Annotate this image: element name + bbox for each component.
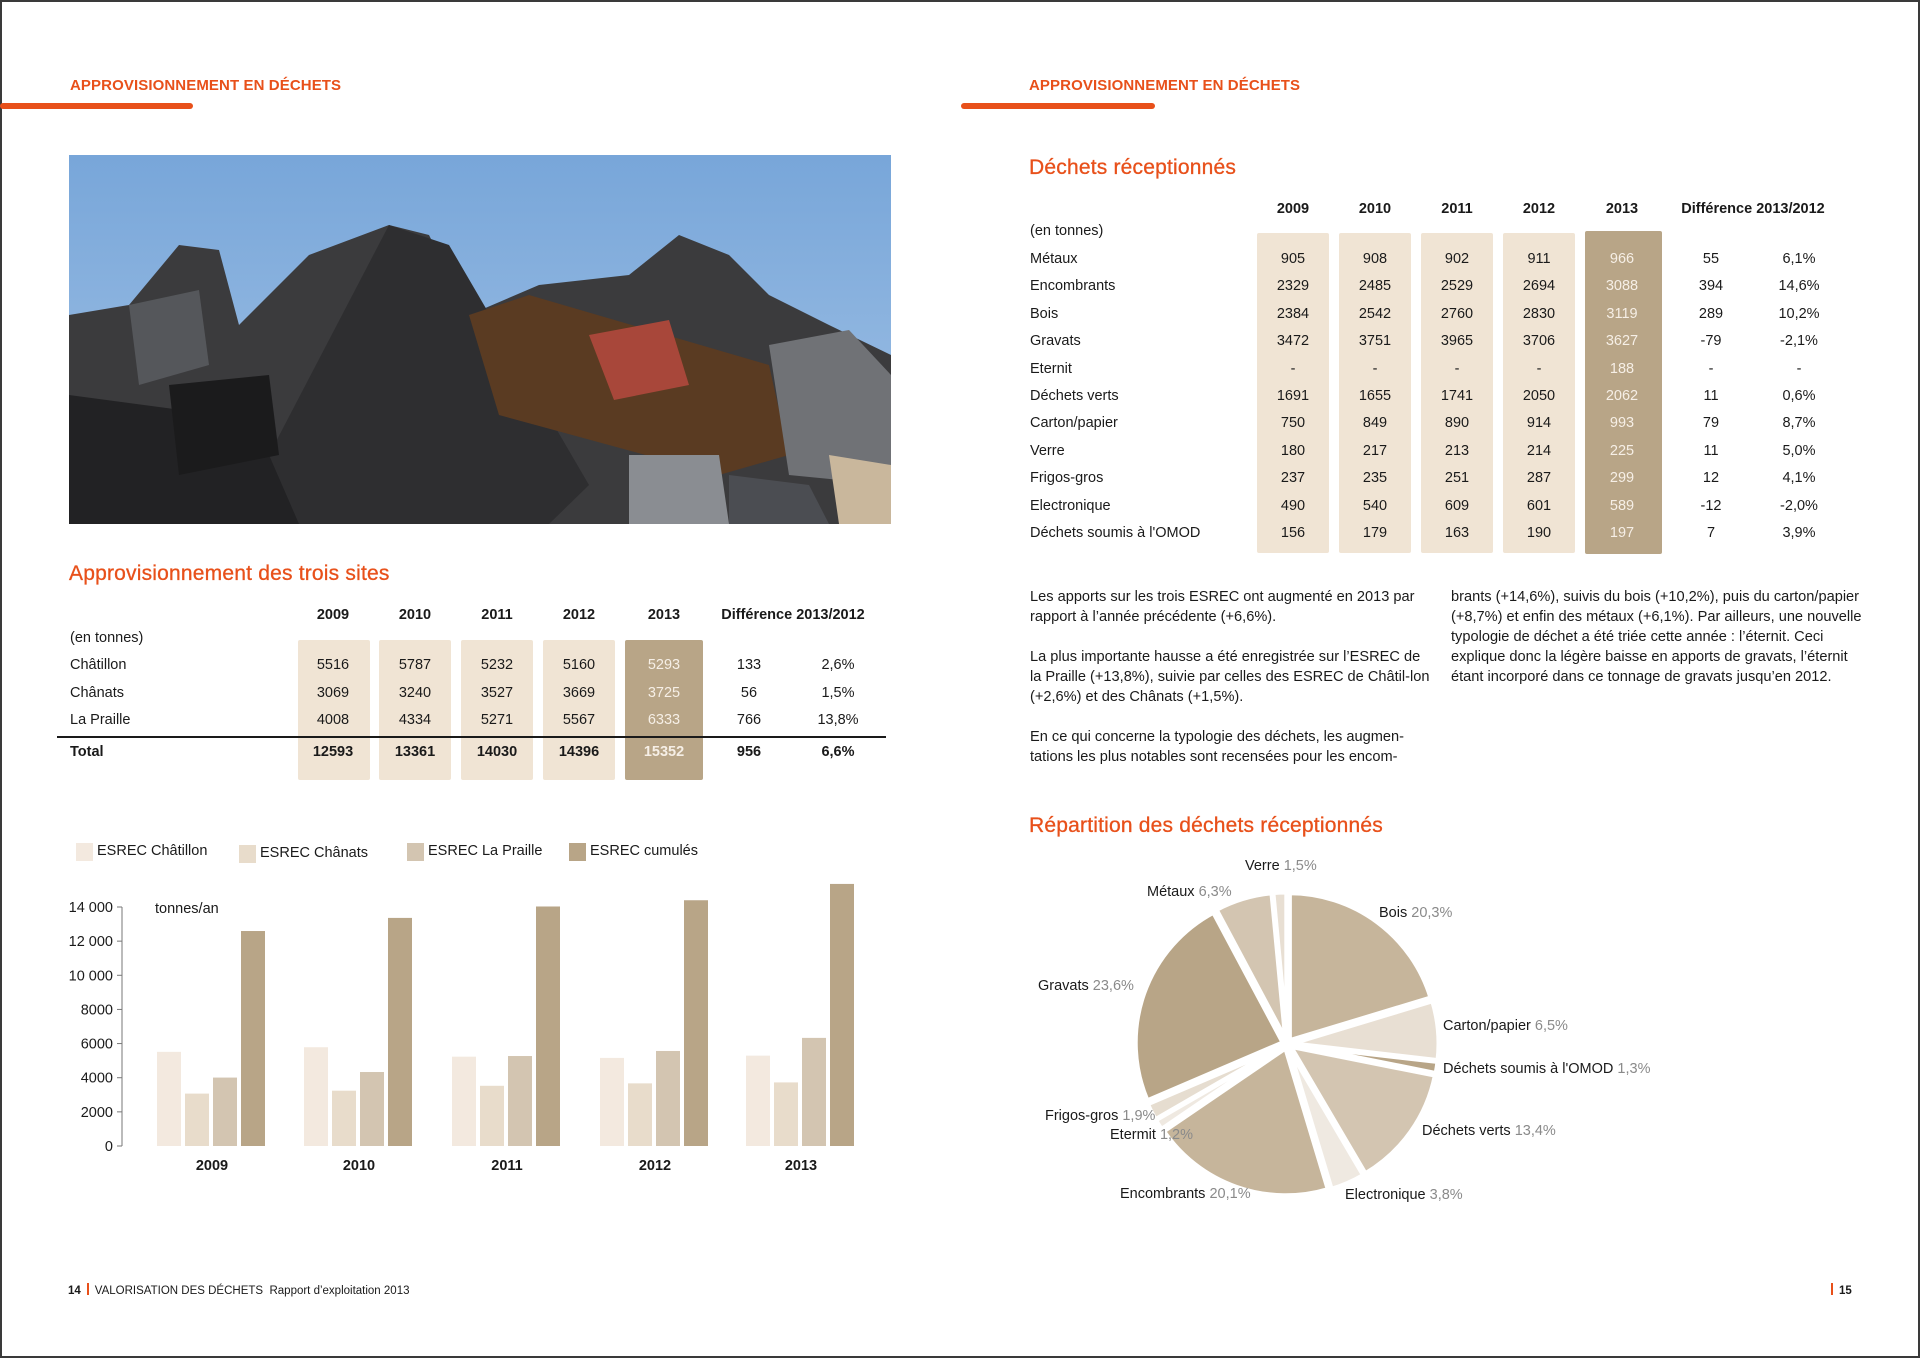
legend-swatch-chanats xyxy=(239,845,256,863)
row-label: Châtillon xyxy=(70,657,127,673)
cell-value: 299 xyxy=(1609,470,1635,487)
diff-value: - xyxy=(1708,360,1714,377)
cell-value: 235 xyxy=(1362,470,1388,487)
unit-label: (en tonnes) xyxy=(1030,223,1104,239)
row-label: Déchets soumis à l'OMOD xyxy=(1030,525,1201,541)
footer-report: Rapport d’exploitation 2013 xyxy=(269,1285,410,1297)
cell-value: 1741 xyxy=(1440,388,1474,404)
row-label: Carton/papier xyxy=(1030,415,1118,432)
pie-label-name: Verre xyxy=(1245,858,1280,874)
pie-label-value: 20,3% xyxy=(1411,905,1453,921)
cell-value: 2329 xyxy=(1276,278,1310,295)
pct-value: 10,2% xyxy=(1778,305,1820,322)
cell-value: 213 xyxy=(1444,442,1470,459)
total-label: Total xyxy=(70,744,104,760)
cell-value: 609 xyxy=(1444,497,1470,514)
cell-value: 1691 xyxy=(1276,388,1310,404)
y-tick-label: 0 xyxy=(104,1139,113,1155)
total-value: 13361 xyxy=(394,744,436,760)
pie-label-name: Bois xyxy=(1379,905,1408,921)
difference-header: Différence 2013/2012 xyxy=(1681,201,1825,217)
diff-value: 766 xyxy=(736,712,762,728)
pct-value: 4,1% xyxy=(1782,470,1816,487)
pct-value: 13,8% xyxy=(817,712,859,728)
cell-value: 179 xyxy=(1362,525,1388,541)
cell-value: 905 xyxy=(1280,251,1306,267)
pie-label-value: 1,3% xyxy=(1617,1061,1651,1077)
paragraph: brants (+14,6%), suivis du bois (+10,2%), puis du carton/papier (+8,7%) et enfin des métaux (+6,1%). Par ailleurs, une nouvelle typologie de déchet a été triée cette année : l’éternit. Ceci explique donc la légère baisse en apports de gravats, l’éternit étant incorporé dans ce tonnage de gravats jusqu’en 2012. xyxy=(1451,589,1862,685)
cell-value: 3669 xyxy=(562,684,596,701)
pie-label-value: 3,8% xyxy=(1429,1187,1463,1203)
pie-label xyxy=(1379,905,1452,921)
bar-chart xyxy=(40,880,920,1190)
pie-label-name: Frigos-gros xyxy=(1045,1108,1119,1124)
cell-value: 966 xyxy=(1609,251,1635,267)
bar-esrec-ch-tillon-2009 xyxy=(157,1052,181,1146)
cell-value: 490 xyxy=(1280,497,1306,514)
diff-value: 56 xyxy=(740,684,758,701)
row-label: Bois xyxy=(1030,305,1059,322)
section-title-distribution: Répartition des déchets réceptionnés xyxy=(1029,814,1383,837)
x-tick-label: 2013 xyxy=(784,1158,818,1174)
legend-swatch-la-praille xyxy=(407,843,424,861)
cell-value: 2830 xyxy=(1522,305,1556,322)
pct-value: 1,5% xyxy=(821,684,855,701)
year-header: 2009 xyxy=(316,607,350,623)
y-tick-label: 2000 xyxy=(80,1104,113,1121)
pie-label xyxy=(1110,1127,1193,1143)
pie-label-name: Electronique xyxy=(1345,1187,1426,1203)
cell-value: 3527 xyxy=(480,684,514,701)
bar-esrec-la-praille-2011 xyxy=(508,1056,532,1146)
cell-value: 156 xyxy=(1280,525,1306,541)
pie-label-value: 13,4% xyxy=(1514,1123,1556,1139)
cell-value: 3706 xyxy=(1522,333,1556,350)
pie-label-name: Métaux xyxy=(1147,884,1195,900)
cell-value: 890 xyxy=(1444,415,1470,432)
cell-value: 217 xyxy=(1362,442,1388,459)
section-title-three-sites: Approvisionnement des trois sites xyxy=(69,562,390,585)
cell-value: 3472 xyxy=(1276,333,1310,350)
cell-value: 2760 xyxy=(1440,305,1474,322)
bar-esrec-cumul-s-2010 xyxy=(388,918,412,1146)
pie-label xyxy=(1120,1186,1251,1202)
year-header: 2013 xyxy=(1605,201,1639,217)
pie-label-name: Carton/papier xyxy=(1443,1018,1531,1034)
right-footer xyxy=(1825,1283,1852,1297)
cell-value: 3725 xyxy=(647,684,681,701)
footer-separator xyxy=(87,1283,89,1295)
y-tick-label: 4000 xyxy=(80,1070,113,1087)
cell-value: 2542 xyxy=(1358,305,1392,322)
diff-value: 79 xyxy=(1702,415,1720,432)
cell-value: 3119 xyxy=(1606,305,1638,322)
total-divider xyxy=(57,736,886,738)
pie-label-value: 20,1% xyxy=(1209,1186,1251,1202)
left-kicker: APPROVISIONNEMENT EN DÉCHETS xyxy=(70,77,342,94)
row-label: Eternit xyxy=(1030,360,1072,377)
pct-value: 5,0% xyxy=(1782,442,1816,459)
legend-swatch-cumules xyxy=(569,843,586,861)
y-axis-label: tonnes/an xyxy=(155,901,219,917)
cell-value: 902 xyxy=(1444,251,1470,267)
right-kicker-underline xyxy=(961,103,1155,109)
row-label: Encombrants xyxy=(1030,278,1116,295)
diff-value: 11 xyxy=(1703,442,1719,459)
pie-label xyxy=(1147,884,1232,900)
pct-value: -2,0% xyxy=(1780,497,1818,514)
diff-value: 55 xyxy=(1702,251,1720,267)
bar-esrec-ch-nats-2010 xyxy=(332,1091,356,1146)
x-tick-label: 2010 xyxy=(342,1158,376,1174)
cell-value: 908 xyxy=(1362,251,1388,267)
legend-label: ESREC Châtillon xyxy=(97,843,208,859)
cell-value: 5293 xyxy=(647,657,681,673)
cell-value: 993 xyxy=(1609,415,1635,432)
cell-value: 5567 xyxy=(562,712,596,728)
year-header: 2013 xyxy=(647,607,681,623)
bar-esrec-ch-tillon-2013 xyxy=(746,1056,770,1146)
bar-esrec-la-praille-2009 xyxy=(213,1078,237,1146)
row-label: Chânats xyxy=(70,684,125,701)
bar-esrec-ch-tillon-2010 xyxy=(304,1047,328,1146)
cell-value: 601 xyxy=(1526,497,1552,514)
pct-value: 8,7% xyxy=(1782,415,1816,432)
cell-value: 3627 xyxy=(1605,333,1639,350)
year-header: 2011 xyxy=(1441,201,1473,217)
row-label: Frigos-gros xyxy=(1030,470,1104,487)
footer-section: VALORISATION DES DÉCHETS xyxy=(94,1285,264,1297)
pie-chart xyxy=(1010,850,1710,1220)
text-column-2 xyxy=(1451,587,1863,707)
cell-value: 2062 xyxy=(1605,388,1639,404)
diff-value: -79 xyxy=(1700,333,1722,350)
cell-value: 2485 xyxy=(1358,278,1392,295)
bar-esrec-ch-tillon-2012 xyxy=(600,1058,624,1146)
bar-esrec-cumul-s-2009 xyxy=(241,931,265,1146)
cell-value: 5271 xyxy=(480,712,514,728)
row-label: Déchets verts xyxy=(1030,388,1119,404)
cell-value: 237 xyxy=(1280,470,1306,487)
diff-value: -12 xyxy=(1700,497,1722,514)
y-tick-label: 8000 xyxy=(80,1002,113,1019)
cell-value: 3088 xyxy=(1605,278,1639,295)
diff-value: 7 xyxy=(1706,525,1716,541)
cell-value: 225 xyxy=(1609,442,1635,459)
cell-value: 214 xyxy=(1526,442,1552,459)
pie-label-value: 23,6% xyxy=(1092,978,1134,994)
cell-value: 3240 xyxy=(398,684,432,701)
pie-label-name: Déchets verts xyxy=(1422,1123,1511,1139)
row-label: Electronique xyxy=(1030,497,1111,514)
y-tick-label: 6000 xyxy=(80,1036,113,1053)
pie-label-value: 6,3% xyxy=(1198,884,1232,900)
pie-label xyxy=(1245,858,1317,874)
cell-value: - xyxy=(1454,360,1460,377)
pct-value: 0,6% xyxy=(1782,388,1816,404)
cell-value: - xyxy=(1372,360,1378,377)
cell-value: 750 xyxy=(1280,415,1306,432)
bar-esrec-ch-nats-2011 xyxy=(480,1086,504,1146)
bar-esrec-ch-nats-2009 xyxy=(185,1094,209,1146)
difference-header: Différence 2013/2012 xyxy=(721,607,865,623)
cell-value: - xyxy=(1536,360,1542,377)
cell-value: 251 xyxy=(1444,470,1470,487)
right-kicker: APPROVISIONNEMENT EN DÉCHETS xyxy=(1029,77,1301,94)
cell-value: 4008 xyxy=(316,712,350,728)
y-tick-label: 14 000 xyxy=(68,900,113,916)
bar-esrec-cumul-s-2013 xyxy=(830,884,854,1146)
year-header: 2009 xyxy=(1276,201,1310,217)
cell-value: 914 xyxy=(1526,415,1552,432)
bar-esrec-cumul-s-2012 xyxy=(684,900,708,1146)
pct-value: 14,6% xyxy=(1778,278,1820,295)
legend-label: ESREC La Praille xyxy=(428,843,543,859)
year-header: 2012 xyxy=(562,607,596,623)
bar-esrec-ch-nats-2012 xyxy=(628,1083,652,1146)
row-label: Gravats xyxy=(1030,333,1081,350)
cell-value: 540 xyxy=(1362,497,1388,514)
paragraph: En ce qui concerne la typologie des déchets, les augmen-tations les plus notables sont recensées pour les encom- xyxy=(1030,729,1404,765)
bar-esrec-la-praille-2012 xyxy=(656,1051,680,1146)
diff-value: 394 xyxy=(1698,278,1724,295)
total-diff: 956 xyxy=(736,744,762,760)
cell-value: 3965 xyxy=(1440,333,1474,350)
pct-value: 2,6% xyxy=(821,657,855,673)
x-tick-label: 2011 xyxy=(491,1158,523,1174)
cell-value: 5160 xyxy=(562,657,596,673)
bar-esrec-ch-nats-2013 xyxy=(774,1082,798,1146)
legend-swatch-chatillon xyxy=(76,843,93,861)
row-label: La Praille xyxy=(70,712,131,728)
year-header: 2011 xyxy=(481,607,513,623)
row-label: Verre xyxy=(1030,442,1065,459)
bar-esrec-cumul-s-2011 xyxy=(536,906,560,1146)
pie-label xyxy=(1045,1108,1156,1124)
cell-value: 2050 xyxy=(1522,388,1556,404)
pie-label-value: 1,2% xyxy=(1159,1127,1194,1143)
diff-value: 11 xyxy=(1703,388,1719,404)
pie-label xyxy=(1038,978,1134,994)
pct-value: 6,1% xyxy=(1782,251,1816,267)
x-tick-label: 2012 xyxy=(638,1158,672,1174)
cell-value: 180 xyxy=(1280,442,1306,459)
year-header: 2012 xyxy=(1522,201,1556,217)
diff-value: 133 xyxy=(736,657,762,673)
legend-label: ESREC Chânats xyxy=(260,845,368,861)
left-footer xyxy=(68,1283,410,1297)
cell-value: 6333 xyxy=(647,712,681,728)
cell-value: 5516 xyxy=(316,657,350,673)
total-value: 14030 xyxy=(476,744,518,760)
pie-label xyxy=(1345,1187,1463,1203)
page-number: 14 xyxy=(68,1285,81,1297)
paragraph: Les apports sur les trois ESREC ont augmenté en 2013 par rapport à l’année précédente (+6,6%). xyxy=(1030,589,1415,625)
cell-value: 1655 xyxy=(1358,388,1392,404)
cell-value: 287 xyxy=(1526,470,1552,487)
cell-value: 2384 xyxy=(1276,305,1310,322)
diff-value: 289 xyxy=(1698,305,1724,322)
pie-label-name: Encombrants xyxy=(1120,1186,1206,1202)
y-tick-label: 12 000 xyxy=(68,934,113,951)
cell-value: 190 xyxy=(1526,525,1552,541)
pie-label xyxy=(1443,1061,1651,1077)
section-title-received-waste: Déchets réceptionnés xyxy=(1029,156,1237,179)
legend-label: ESREC cumulés xyxy=(590,843,698,859)
pie-label-value: 6,5% xyxy=(1534,1018,1568,1034)
cell-value: 188 xyxy=(1609,360,1635,377)
x-tick-label: 2009 xyxy=(195,1158,229,1174)
total-value: 15352 xyxy=(643,744,685,760)
total-value: 12593 xyxy=(312,744,354,760)
footer-separator xyxy=(1831,1283,1833,1295)
pie-label-value: 1,9% xyxy=(1122,1108,1156,1124)
cell-value: 5787 xyxy=(398,657,432,673)
cell-value: 4334 xyxy=(398,712,432,728)
cell-value: 2529 xyxy=(1440,278,1474,295)
cell-value: - xyxy=(1290,360,1296,377)
cell-value: 3751 xyxy=(1358,333,1392,350)
cell-value: 3069 xyxy=(316,684,350,701)
cell-value: 911 xyxy=(1527,251,1551,267)
row-label: Métaux xyxy=(1030,251,1078,267)
bar-esrec-la-praille-2010 xyxy=(360,1072,384,1146)
cell-value: 197 xyxy=(1609,525,1635,541)
bar-esrec-ch-tillon-2011 xyxy=(452,1057,476,1146)
paragraph: La plus importante hausse a été enregistrée sur l’ESREC de la Praille (+13,8%), suivie par celles des ESREC de Châtil-lon (+2,6%) et des Chânats (+1,5%). xyxy=(1030,649,1430,705)
bar-esrec-la-praille-2013 xyxy=(802,1038,826,1146)
cell-value: 5232 xyxy=(480,657,514,673)
pie-label-name: Gravats xyxy=(1038,978,1089,994)
pct-value: - xyxy=(1796,360,1802,377)
photo-electronic-waste xyxy=(69,155,891,524)
year-header: 2010 xyxy=(1358,201,1392,217)
pie-label xyxy=(1422,1123,1556,1139)
pie-label xyxy=(1443,1018,1568,1034)
pie-label-name: Etermit xyxy=(1110,1127,1156,1143)
pct-value: -2,1% xyxy=(1780,333,1818,350)
cell-value: 163 xyxy=(1444,525,1470,541)
diff-value: 12 xyxy=(1702,470,1720,487)
page-number: 15 xyxy=(1839,1285,1852,1297)
pct-value: 3,9% xyxy=(1782,525,1816,541)
total-pct: 6,6% xyxy=(821,744,855,760)
pie-label-name: Déchets soumis à l'OMOD xyxy=(1443,1061,1614,1077)
cell-value: 849 xyxy=(1362,415,1388,432)
pie-label-value: 1,5% xyxy=(1283,858,1317,874)
left-kicker-underline xyxy=(0,103,193,109)
cell-value: 589 xyxy=(1609,497,1635,514)
total-value: 14396 xyxy=(558,744,600,760)
cell-value: 2694 xyxy=(1522,278,1556,295)
text-column-1 xyxy=(1030,587,1430,787)
year-header: 2010 xyxy=(398,607,432,623)
unit-label: (en tonnes) xyxy=(70,630,144,646)
y-tick-label: 10 000 xyxy=(68,968,113,985)
